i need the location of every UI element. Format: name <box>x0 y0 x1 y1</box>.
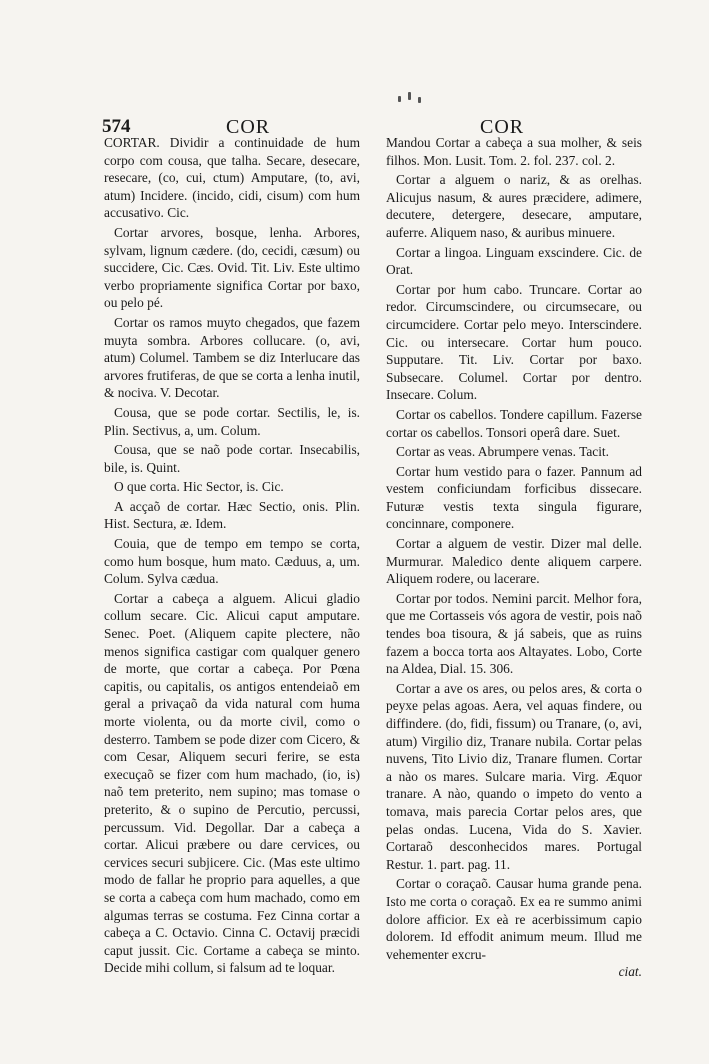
entry-paragraph: Mandou Cortar a cabeça a sua molher, & seis filhos. Mon. Lusit. Tom. 2. fol. 237. col. 2. <box>386 135 642 168</box>
entry-paragraph: Cortar os ramos muyto chegados, que fazem muyta sombra. Arbores collucare. (o, avi, atum) Columel. Tambem se diz Interlucare das arvores frutiferas, de que se corta a lenha inutil, & nociva. V. Decotar. <box>104 314 360 401</box>
entry-paragraph: Couia, que de tempo em tempo se corta, como hum bosque, hum mato. Cæduus, a, um. Colum. Sylva cædua. <box>104 536 360 587</box>
entry-paragraph: O que corta. Hic Sector, is. Cic. <box>114 479 284 495</box>
right-column <box>386 134 642 980</box>
column-gutter <box>374 140 375 940</box>
entry-paragraph: Cortar os cabellos. Tondere capillum. Fazerse cortar os cabellos. Tonsori operâ dare. Suet. <box>386 406 642 440</box>
entry-paragraph: Cousa, que se pode cortar. Sectilis, le, is. Plin. Sectivus, a, um. Colum. <box>104 404 360 438</box>
entry-paragraph: Cortar a alguem o nariz, & as orelhas. Alicujus nasum, & aures præcidere, adimere, decutere, detergere, desecare, amputare, auferre. Aliquem naso, & auribus minuere. <box>386 172 642 240</box>
entry-paragraph: Cortar hum vestido para o fazer. Pannum ad vestem conficiundam forficibus dissecare. Futuræ vestis texta singula figurare, concinnare, componere. <box>386 463 642 532</box>
running-head-left: COR <box>226 116 271 138</box>
entry-paragraph: Cortar a alguem de vestir. Dizer mal delle. Murmurar. Maledico dente aliquem carpere. Aliquem rodere, ou lacerare. <box>386 536 642 587</box>
running-head-right: COR <box>480 116 525 138</box>
entry-paragraph: CORTAR. Dividir a continuidade de hum corpo com cousa, que talha. Secare, desecare, resecare, (co, cui, ctum) Amputare, (to, avi, atum) Incidere. (incido, cidi, cisum) com hum accusativo. Cic. <box>104 135 360 221</box>
entry-paragraph: Cortar o coraçaõ. Causar huma grande pena. Isto me corta o coraçaõ. Ex ea re summo animi dolore afficior. Ex eà re acerbissimum capio dolorem. Id effodit animum meum. Illud me vehementer excru- <box>386 876 642 962</box>
entry-paragraph: Cortar as veas. Abrumpere venas. Tacit. <box>396 444 609 460</box>
entry-paragraph: Cortar arvores, bosque, lenha. Arbores, sylvam, lignum cædere. (do, cecidi, cæsum) ou succidere, Cic. Cæs. Ovid. Tit. Liv. Este ultimo verbo propriamente significa Cortar por baxo, ou pelo pé. <box>104 224 360 311</box>
entry-paragraph: Cortar a lingoa. Linguam exscindere. Cic. de Orat. <box>386 244 642 278</box>
page-number: 574 <box>102 116 131 137</box>
entry-paragraph: Cortar a cabeça a alguem. Alicui gladio collum secare. Cic. Alicui caput amputare. Senec. Poet. (Aliquem capite plectere, não menos significa castigar com qualquer genero de morte, que cortar a cabeça. Por Pœna capitis, ou capitalis, os antigos entendeiaõ em geral a privaçaõ da vida natural com huma morte violenta, ou da morte civil, como o desterro. Tambem se pode dizer com Cicero, & com Cesar, Aliquem securi ferire, se esta execuçaõ se fizer com hum machado, (io, is) naõ tem preterito, nem supino; mas tomase o preterito, & o supino de Percutio, percussi, percussum. Vid. Degollar. Dar a cabeça a cortar. Alicui præbere ou dare cervices, ou cervices securi subjicere. Cic. (Mas este ultimo modo de fallar he proprio para aquelles, a que se corta a cabeça com hum machado, como em algumas terras se costuma. Fez Cinna cortar a cabeça a C. Octavio. Cinna C. Octavij præcidi caput jussit. Cic. Cortame a cabeça se minto. Decide mihi collum, si falsum ad te loquar. <box>104 590 360 976</box>
entry-paragraph: Cortar por hum cabo. Truncare. Cortar ao redor. Circumscindere, ou circumsecare, ou circumcidere. Cortar pelo meyo. Interscindere. Cic. ou intersecare. Cortar hum pouco. Supputare. Tit. Liv. Cortar por baxo. Subsecare. Columel. Cortar por dentro. Insecare. Colum. <box>386 281 642 403</box>
entry-paragraph: Cortar por todos. Nemini parcit. Melhor fora, que me Cortasseis vós agora de vestir, pois naõ tendes boa tisoura, & já sabeis, que as ruins fazem a bocca torta aos Altayates. Lobo, Corte na Aldea, Dial. 15. 306. <box>386 590 642 677</box>
left-column <box>104 134 360 976</box>
catchword: ciat. <box>618 964 642 980</box>
entry-paragraph: A acçaõ de cortar. Hæc Sectio, onis. Plin. Hist. Sectura, æ. Idem. <box>104 498 360 532</box>
entry-paragraph: Cousa, que se naõ pode cortar. Insecabilis, bile, is. Quint. <box>104 442 360 475</box>
entry-paragraph: Cortar a ave os ares, ou pelos ares, & corta o peyxe pelas agoas. Aera, vel aquas findere, ou diffindere. (do, fidi, fissum) ou Tranare, (o, avi, atum) Virgilio diz, Tranare nubila. Cortar pelas nuvens, Tito Livio diz, Tranare flumen. Cortar a nào os mares. Sulcare maria. Virg. Æquor tranare. A nào, quando o impeto do vento a tomava, mais parecia Cortar pelos ares, que pelas ondas. Lucena, Vida do S. Xavier. Cortaraõ desconhecidos mares. Portugal Restur. 1. part. pag. 11. <box>386 680 642 872</box>
ink-specks <box>396 92 426 106</box>
